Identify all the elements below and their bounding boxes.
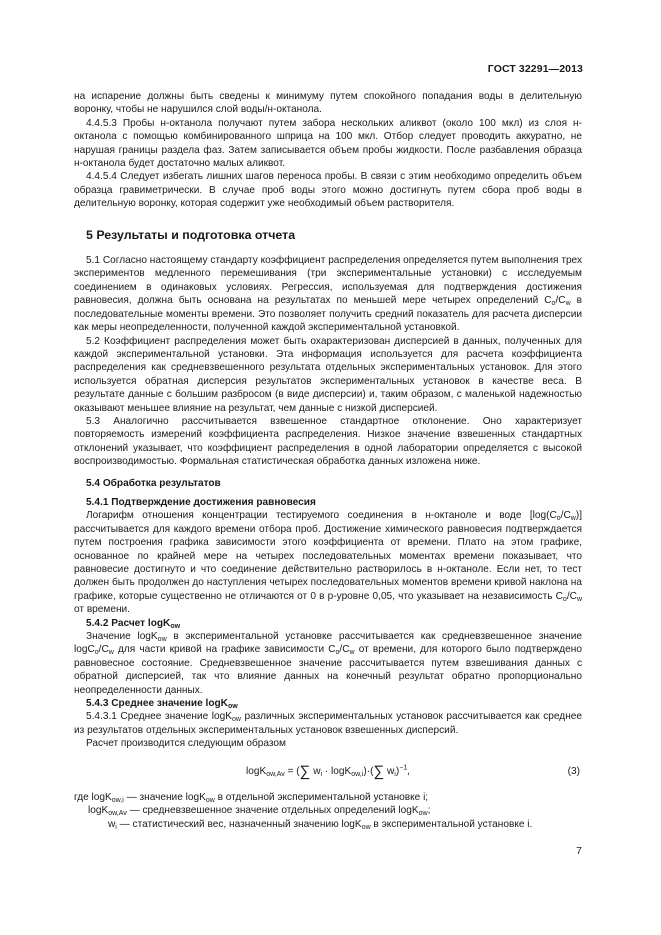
formula-3: [74, 761, 582, 783]
body-text: [74, 90, 582, 831]
formula-number: (3): [567, 765, 580, 777]
where-line-2: logK$_{ow,Av}$ — средневзвешенное значение отдельных определений logK$_{ow}$;: [88, 805, 431, 818]
paragraph-5-4-3-1: 5.4.3.1 Среднее значение logK$_{ow}$ различных экспериментальных установок рассчитывается как среднее из результатов отдельных экспериментальных установок взвешенных дисперсий.: [74, 711, 582, 736]
section-5-heading: 5 Результаты и подготовка отчета: [86, 227, 296, 242]
standard-header: ГОСТ 32291—2013: [487, 63, 583, 75]
paragraph-5-1: 5.1 Согласно настоящему стандарту коэффициент распределения определяется путем выполнения трех экспериментов медленного перемешивания (три экспериментальные установки) с исследуемым соединением в одинаковых условиях. Регрессия, используемая для подтверждения достижения равновесия, должна быть основана на результатах по меньшей мере четырех определений $C_o/C_w$ в последовательные моменты времени. Это позволяет получить средний показатель для расчета дисперсии как меры неопределенности, полученной каждой экспериментальной установкой.: [74, 255, 582, 334]
where-line-1: где logK$_{ow,i}$ — значение logK$_{ow}$ в отдельной экспериментальной установке i;: [74, 791, 429, 804]
paragraph-5-3: 5.3 Аналогично рассчитывается взвешенное стандартное отклонение. Оно характеризует повторяемость измерений коэффициента распределения. Низкое значение взвешенных стандартных отклонений указывает, что коэффициент распределения в одной лаборатории определяется с высокой воспроизводимостью. Формальная статистическая обработка данных изложена ниже.: [74, 415, 582, 468]
heading-5-4-2: 5.4.2 Расчет logK$_{ow}$: [86, 617, 181, 630]
where-block: [74, 791, 582, 831]
paragraph-5-4-1: Логарифм отношения концентрации тестируемого соединения в н-октаноле и воде $[\log(C_o/C_w)]$ рассчитывается для каждого времени отбора проб. Достижение химического равновесия подтверждается путем построения графика зависимости этого коэффициента от времени. Плато на этом графике, основанное по крайней мере на четырех последовательных моментах времени показывает, что равновесие достигнуто и что соединение действительно растворилось в н-октаноле. Если нет, то тест должен быть продолжен до наступления четырех последовательных моментов времени кривой наклона на графике, которые существенно не отличаются от 0 в p-уровне 0,05, что указывает на независимость $C_o/C_w$ от времени.: [74, 510, 582, 616]
heading-5-4: 5.4 Обработка результатов: [86, 477, 221, 489]
paragraph-4-4-5-3: 4.4.5.3 Пробы н-октанола получают путем забора нескольких аликвот (около 100 мкл) из слоя н-октанола с помощью комбинированного шприца на 100 мкл. Отбор следует проводить аккуратно, не нарушая границы раздела фаз. Затем записывается объем пробы жидкости. После разбавления образца н-октанола будет достаточно малых аликвот.: [74, 117, 582, 170]
paragraph-4-4-5-4: 4.4.5.4 Следует избегать лишних шагов переноса пробы. В связи с этим необходимо определить объем образца гравиметрически. В случае проб воды этого можно достигнуть путем сбора проб воды в делительную воронку, которая содержит уже необходимый объем растворителя.: [74, 171, 582, 210]
formula-body: logK$_{ow,Av}$ = (∑ $w_i \cdot \log K_{ow,i})\cdot(\sum$ $w_i)^{-1}$,: [246, 762, 410, 780]
paragraph-continuation: на испарение должны быть сведены к минимуму путем спокойного попадания воды в делительную воронку, чтобы не нарушился слой воды/н-октанола.: [74, 91, 582, 116]
where-line-3: $w_i$ — статистический вес, назначенный значению logK$_{ow}$ в экспериментальной установке i.: [108, 818, 533, 831]
heading-5-4-3: 5.4.3 Среднее значение logK$_{ow}$: [86, 698, 238, 711]
page-number: 7: [576, 845, 582, 857]
paragraph-calc-intro: Расчет производится следующим образом: [86, 738, 286, 750]
paragraph-5-4-2: Значение logK$_{ow}$ в экспериментальной установке рассчитывается как средневзвешенное значение $\log C_o/C_w$ для части кривой на графике зависимости $C_o/C_w$ от времени, для которого было подтверждено равновесное состояние. Средневзвешенное значение рассчитывается путем взвешивания данных с обратной дисперсией, так что влияние данных на конечный результат обратно пропорционально неопределенности данных.: [74, 631, 582, 696]
heading-5-4-1: 5.4.1 Подтверждение достижения равновесия: [86, 496, 316, 508]
paragraph-5-2: 5.2 Коэффициент распределения может быть охарактеризован дисперсией в данных, полученных для каждой экспериментальной установки. Эта информация используется для расчета коэффициента распределения как средневзвешенного результата отдельных экспериментальных установок. Для этого используется обратная дисперсия результатов экспериментальных установок в качестве веса. В результате данные с большим разбросом (в виде дисперсии) и, таким образом, с маленькой надежностью оказывают меньшее влияние на результат, чем данные с низкой дисперсией.: [74, 335, 582, 414]
